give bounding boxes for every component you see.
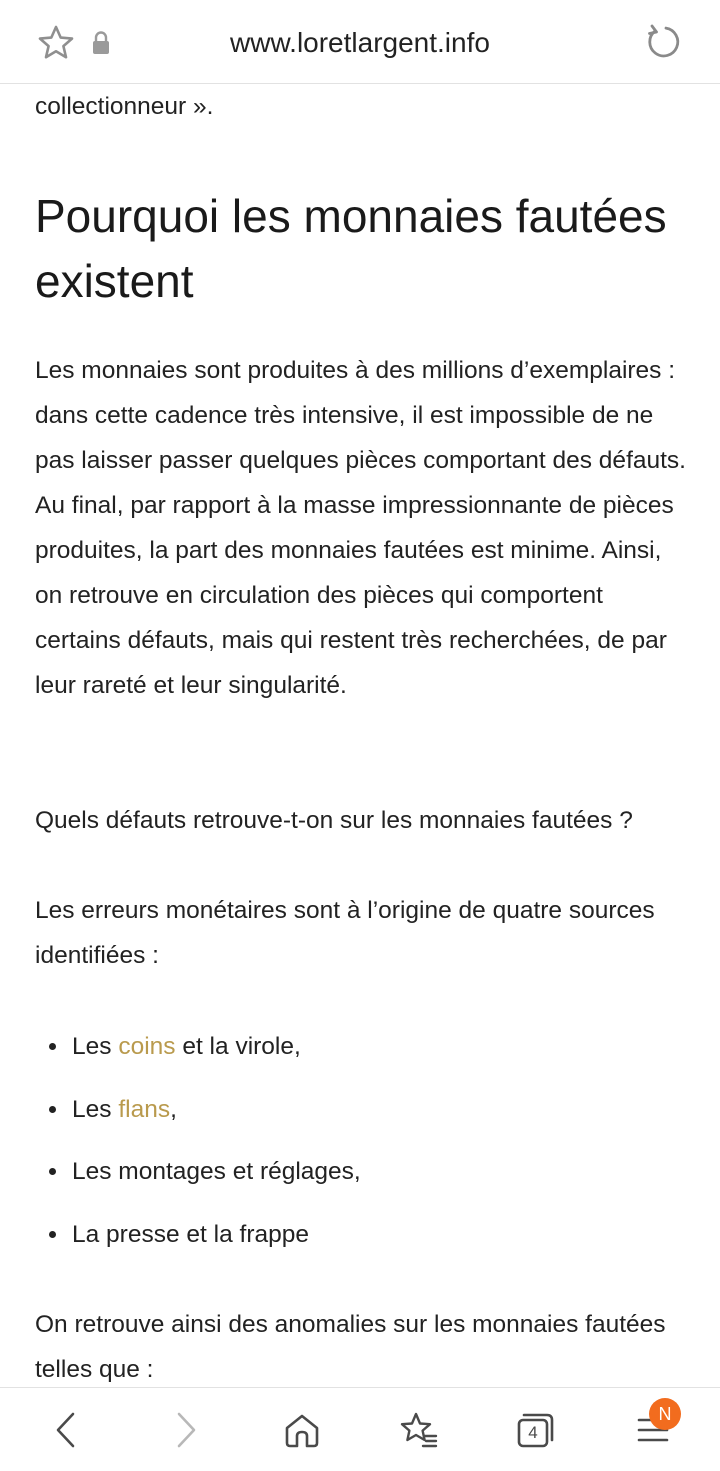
list-item: Les montages et réglages, xyxy=(35,1149,361,1212)
bookmark-star-icon[interactable] xyxy=(36,23,76,63)
reload-icon[interactable] xyxy=(644,22,684,62)
tab-count: 4 xyxy=(528,1423,538,1442)
intro-paragraph: Les monnaies sont produites à des millions d’exemplaires : dans cette cadence très intensive, il est impossible de ne pas laisser passer quelques pièces comportant des défauts. Au final, par rapport à la masse impressionnante de pièces produites, la part des monnaies fautées est minime. Ainsi, on retrouve en circulation des pièces qui comportent certains défauts, mais qui restent très recherchées, de par leur rareté et leur singularité. xyxy=(35,357,686,699)
article-heading: Pourquoi les monnaies fautées existent xyxy=(35,190,667,307)
coins-link[interactable]: coins xyxy=(118,1033,176,1060)
notification-badge: N xyxy=(649,1398,681,1430)
lock-icon xyxy=(90,30,112,56)
sources-list xyxy=(35,1024,361,1274)
bookmarks-icon[interactable] xyxy=(399,1410,439,1450)
anomalies-intro-paragraph: On retrouve ainsi des anomalies sur les monnaies fautées telles que : xyxy=(35,1311,666,1383)
browser-address-bar xyxy=(0,0,720,84)
browser-toolbar xyxy=(0,1387,720,1471)
flans-link[interactable]: flans xyxy=(118,1095,171,1123)
tabs-button[interactable] xyxy=(515,1410,555,1450)
home-icon[interactable] xyxy=(282,1410,322,1450)
page-content xyxy=(0,84,720,1387)
url-text[interactable]: www.loretlargent.info xyxy=(230,27,490,58)
list-item: La presse et la frappe xyxy=(35,1212,361,1275)
question-paragraph: Quels défauts retrouve-t-on sur les monnaies fautées ? xyxy=(35,807,633,834)
back-icon[interactable] xyxy=(46,1410,86,1450)
forward-icon[interactable] xyxy=(166,1410,206,1450)
top-fragment: collectionneur ». xyxy=(35,93,214,120)
list-item: Les flans, xyxy=(35,1087,361,1150)
sources-intro-paragraph: Les erreurs monétaires sont à l’origine de quatre sources identifiées : xyxy=(35,897,655,969)
list-item: Les coins et la virole, xyxy=(35,1024,361,1087)
